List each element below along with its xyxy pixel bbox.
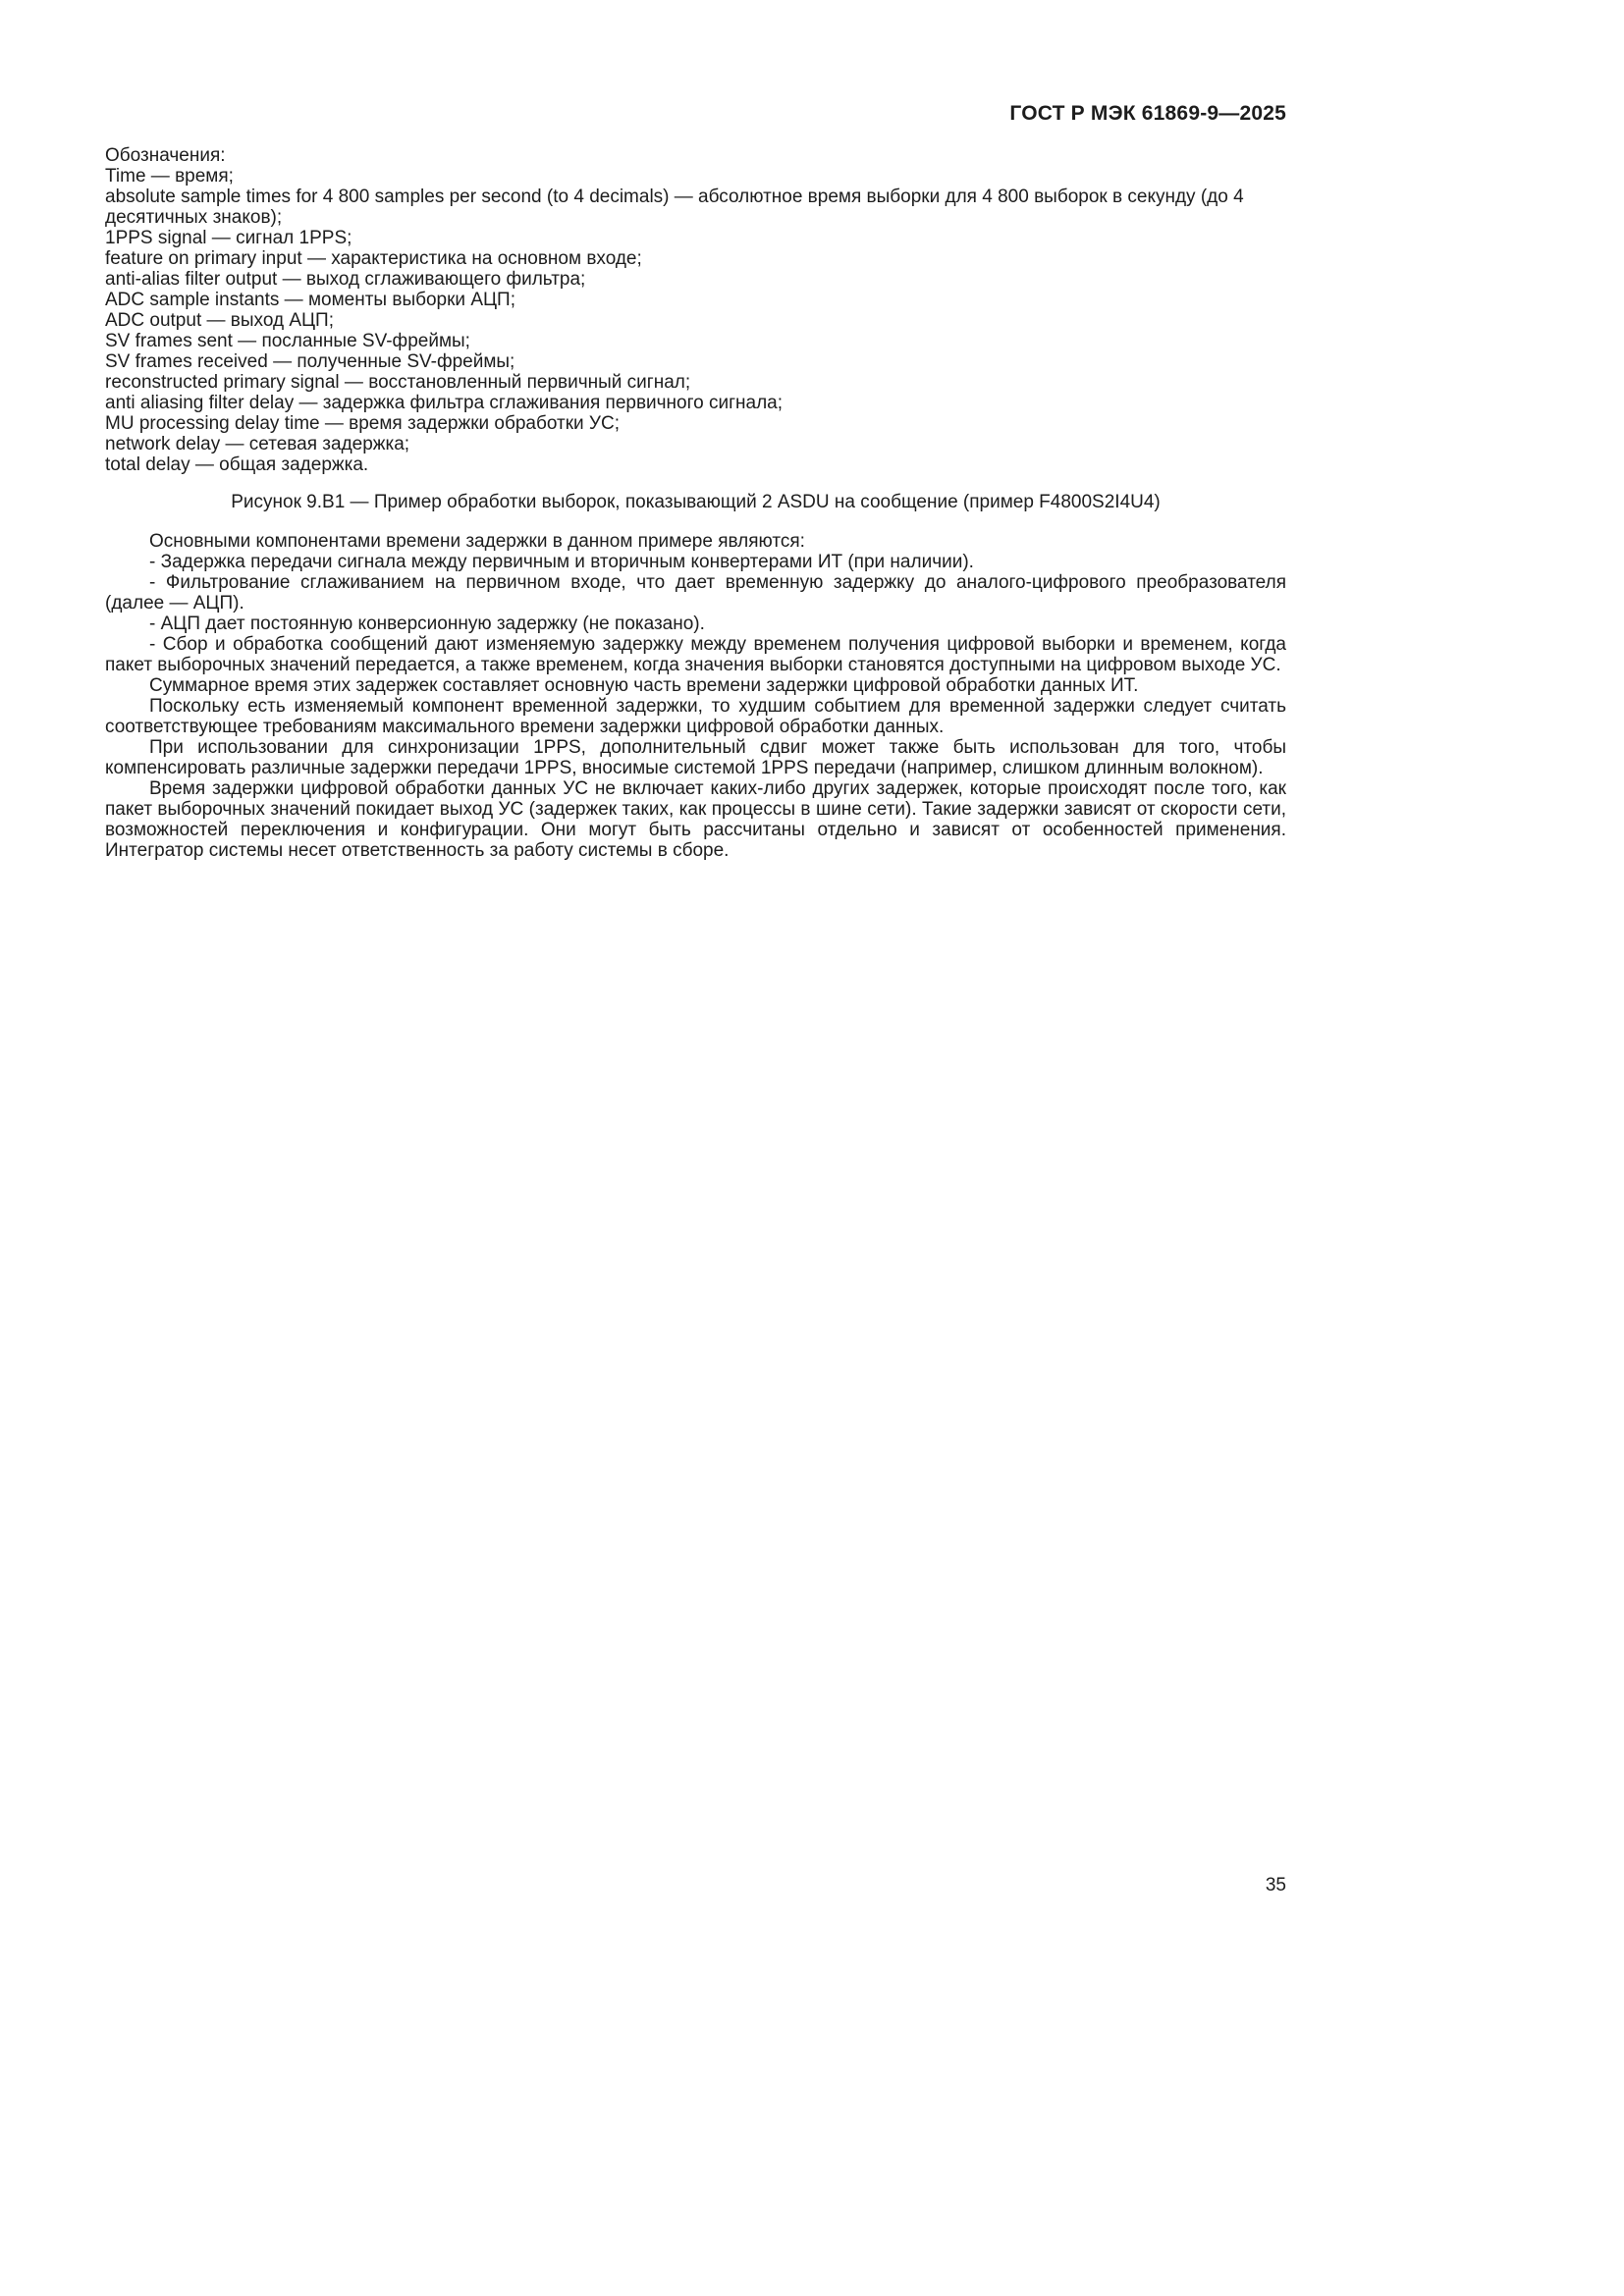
legend-item: Time — время; bbox=[105, 166, 234, 187]
legend-item: SV frames sent — посланные SV-фреймы; bbox=[105, 331, 470, 351]
figure-caption: Рисунок 9.B1 — Пример обработки выборок, показывающий 2 ASDU на сообщение (пример F4800S2I4U4) bbox=[231, 492, 1161, 512]
paragraph: Время задержки цифровой обработки данных УС не включает каких-либо других задержек, которые происходят после того, как пакет выборочных значений покидает выход УС (задержек таких, как процессы в шине сети). Такие задержки зависят от скорости сети, возможностей переключения и конфигурации. Они могут быть рассчитаны отдельно и зависят от особенностей применения. Интегратор системы несет ответственность за работу системы в сборе. bbox=[105, 778, 1286, 861]
legend-title: Обозначения: bbox=[105, 145, 226, 166]
legend-item: total delay — общая задержка. bbox=[105, 454, 369, 475]
legend-item: ADC sample instants — моменты выборки АЦП; bbox=[105, 290, 515, 310]
paragraph: Основными компонентами времени задержки в данном примере являются: bbox=[149, 531, 805, 552]
body-paragraphs bbox=[105, 531, 1286, 861]
paragraph: Суммарное время этих задержек составляет основную часть времени задержки цифровой обработки данных ИТ. bbox=[149, 675, 1139, 696]
legend-item: feature on primary input — характеристика на основном входе; bbox=[105, 248, 642, 269]
legend-block bbox=[105, 145, 1286, 475]
legend-item: network delay — сетевая задержка; bbox=[105, 434, 410, 454]
legend-item: ADC output — выход АЦП; bbox=[105, 310, 334, 331]
legend-item: reconstructed primary signal — восстановленный первичный сигнал; bbox=[105, 372, 691, 393]
paragraph: При использовании для синхронизации 1PPS, дополнительный сдвиг может также быть использован для того, чтобы компенсировать различные задержки передачи 1PPS, вносимые системой 1PPS передачи (например, слишком длинным волокном). bbox=[105, 737, 1286, 778]
legend-item: anti-alias filter output — выход сглаживающего фильтра; bbox=[105, 269, 586, 290]
legend-item: 1PPS signal — сигнал 1PPS; bbox=[105, 228, 352, 248]
legend-item: anti aliasing filter delay — задержка фильтра сглаживания первичного сигнала; bbox=[105, 393, 784, 413]
legend-item: absolute sample times for 4 800 samples per second (to 4 decimals) — абсолютное время выборки для 4 800 выборок в секунду (до 4 десятичных знаков); bbox=[105, 187, 1244, 228]
legend-item: SV frames received — полученные SV-фреймы; bbox=[105, 351, 515, 372]
document-header: ГОСТ Р МЭК 61869-9—2025 bbox=[1009, 102, 1286, 125]
page-number: 35 bbox=[1265, 1875, 1286, 1896]
legend-item: MU processing delay time — время задержки обработки УС; bbox=[105, 413, 621, 434]
list-paragraph: - Задержка передачи сигнала между первичным и вторичным конвертерами ИТ (при наличии). bbox=[149, 552, 974, 572]
list-paragraph: - АЦП дает постоянную конверсионную задержку (не показано). bbox=[149, 614, 705, 634]
page-content bbox=[105, 145, 1286, 861]
list-paragraph: - Фильтрование сглаживанием на первичном входе, что дает временную задержку до аналого-цифрового преобразователя (далее — АЦП). bbox=[105, 572, 1286, 614]
paragraph: Поскольку есть изменяемый компонент временной задержки, то худшим событием для временной задержки следует считать соответствующее требованиям максимального времени задержки цифровой обработки данных. bbox=[105, 696, 1286, 737]
list-paragraph: - Сбор и обработка сообщений дают изменяемую задержку между временем получения цифровой выборки и временем, когда пакет выборочных значений передается, а также временем, когда значения выборки становятся доступными на цифровом выходе УС. bbox=[105, 634, 1286, 675]
